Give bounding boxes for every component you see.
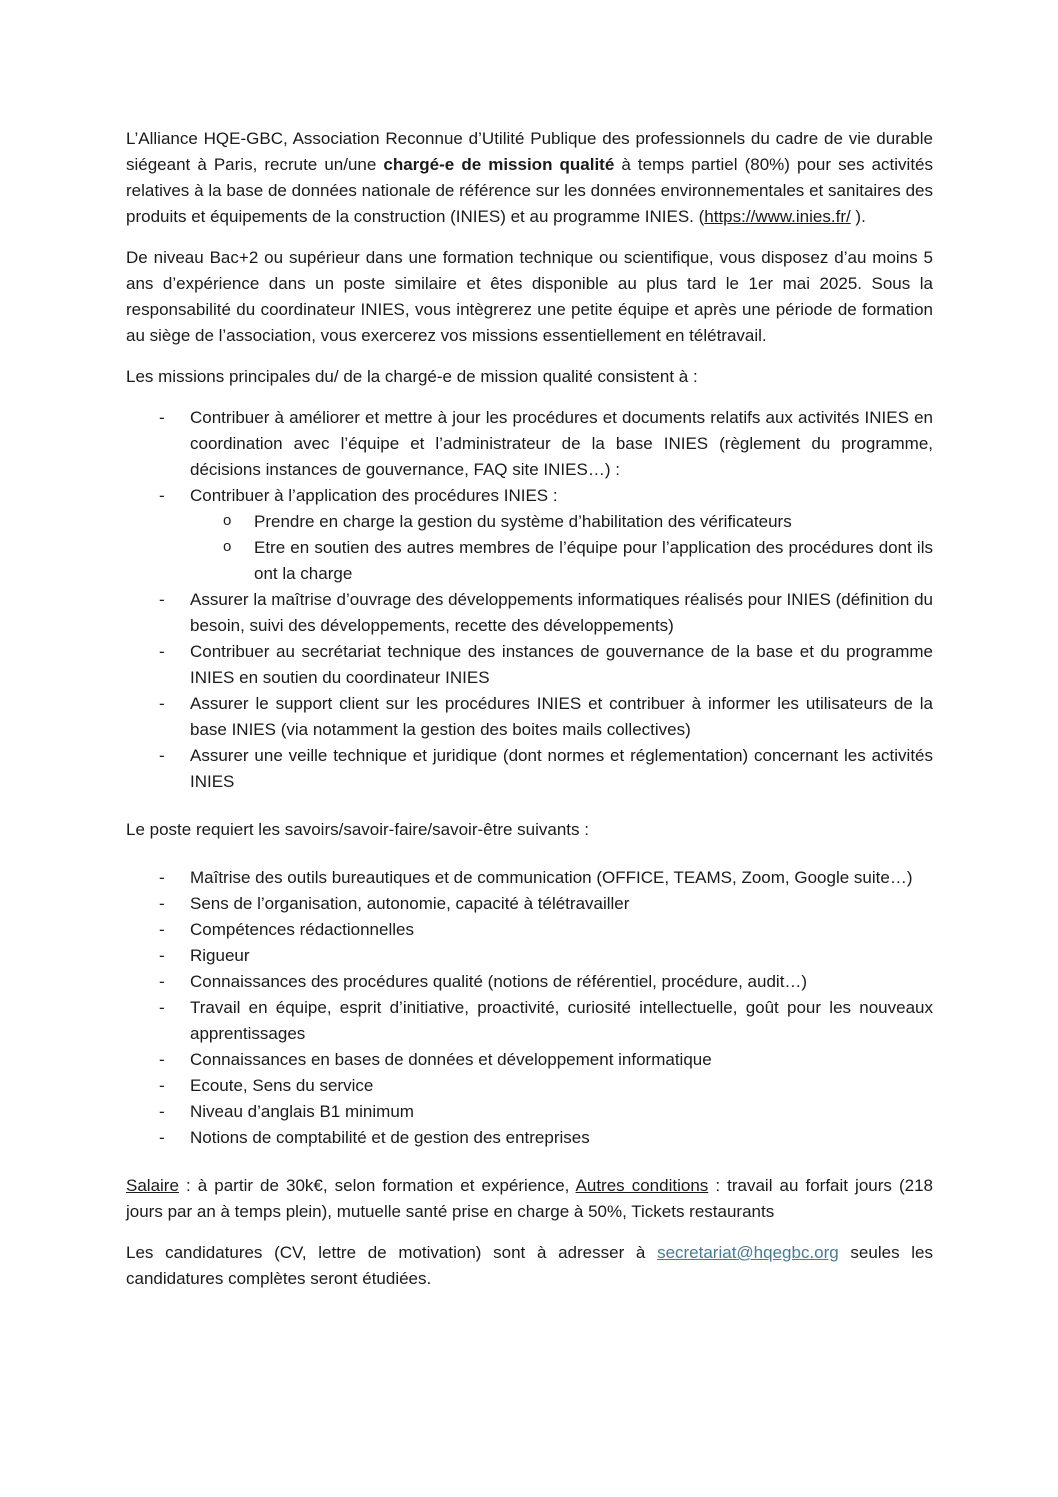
application-text-end: seules les candidatures complètes seront étudiées. <box>126 1243 933 1288</box>
mission-item: - Assurer le support client sur les procédures INIES et contribuer à informer les utilisateurs de la base INIES (via notamment la gestion des boites mails collectives) <box>126 691 933 743</box>
intro-text-cont: à temps partiel (80%) pour ses activités relatives à la base de données nationale de référence sur les données environnementales et sanitaires des produits et équipements de la construction (INIES) et au programme INIES. ( <box>126 155 933 226</box>
skills-intro: Le poste requiert les savoirs/savoir-faire/savoir-être suivants : <box>126 820 589 839</box>
skill-item: - Notions de comptabilité et de gestion des entreprises <box>126 1125 933 1151</box>
skill-item: - Connaissances en bases de données et développement informatique <box>126 1047 933 1073</box>
salary-paragraph <box>126 1173 933 1225</box>
missions-intro: Les missions principales du/ de la chargé-e de mission qualité consistent à : <box>126 367 698 386</box>
mission-item-label: Contribuer à l’application des procédures INIES : <box>190 486 558 505</box>
skill-item: - Rigueur <box>126 943 933 969</box>
application-text: Les candidatures (CV, lettre de motivation) sont à adresser à <box>126 1243 658 1262</box>
missions-list <box>126 405 933 795</box>
mission-item: - Contribuer à améliorer et mettre à jour les procédures et documents relatifs aux activités INIES en coordination avec l’équipe et l’administrateur de la base INIES (règlement du programme, décisions instances de gouvernance, FAQ site INIES…) : <box>126 405 933 483</box>
skill-item: - Compétences rédactionnelles <box>126 917 933 943</box>
mission-subitem: o Etre en soutien des autres membres de l’équipe pour l’application des procédures dont ils ont la charge <box>190 535 933 587</box>
salary-label: Salaire <box>126 1176 179 1195</box>
application-paragraph <box>126 1240 933 1292</box>
salary-text: : à partir de 30k€, selon formation et expérience, <box>178 1176 576 1195</box>
skill-item: - Ecoute, Sens du service <box>126 1073 933 1099</box>
skill-item: - Maîtrise des outils bureautiques et de communication (OFFICE, TEAMS, Zoom, Google suite…) <box>126 865 933 891</box>
skill-item: - Connaissances des procédures qualité (notions de référentiel, procédure, audit…) <box>126 969 933 995</box>
mission-item: - Assurer une veille technique et juridique (dont normes et réglementation) concernant les activités INIES <box>126 743 933 795</box>
intro-text-end: ). <box>850 207 866 226</box>
job-title: chargé-e de mission qualité <box>383 155 615 174</box>
profile-paragraph: De niveau Bac+2 ou supérieur dans une formation technique ou scientifique, vous disposez d’au moins 5 ans d’expérience dans un poste similaire et êtes disponible au plus tard le 1er mai 2025. Sous la responsabilité du coordinateur INIES, vous intègrerez une petite équipe et après une période de formation au siège de l’association, vous exercerez vos missions essentiellement en télétravail. <box>126 248 933 345</box>
inies-link[interactable]: https://www.inies.fr/ <box>704 207 851 226</box>
skill-item: - Niveau d’anglais B1 minimum <box>126 1099 933 1125</box>
mission-item: - Assurer la maîtrise d’ouvrage des développements informatiques réalisés pour INIES (définition du besoin, suivi des développements, recette des développements) <box>126 587 933 639</box>
email-link[interactable]: secretariat@hqegbc.org <box>657 1243 839 1262</box>
mission-subitem: o Prendre en charge la gestion du système d’habilitation des vérificateurs <box>190 509 933 535</box>
mission-item <box>126 483 933 587</box>
mission-sublist <box>190 509 933 587</box>
conditions-text: : travail au forfait jours (218 jours par an à temps plein), mutuelle santé prise en charge à 50%, Tickets restaurants <box>126 1176 933 1221</box>
skill-item: - Travail en équipe, esprit d’initiative, proactivité, curiosité intellectuelle, goût pour les nouveaux apprentissages <box>126 995 933 1047</box>
mission-item: - Contribuer au secrétariat technique des instances de gouvernance de la base et du programme INIES en soutien du coordinateur INIES <box>126 639 933 691</box>
intro-text: L’Alliance HQE-GBC, Association Reconnue d’Utilité Publique des professionnels du cadre de vie durable siégeant à Paris, recrute un/une <box>126 129 933 174</box>
skill-item: - Sens de l’organisation, autonomie, capacité à télétravailler <box>126 891 933 917</box>
conditions-label: Autres conditions <box>575 1176 709 1195</box>
intro-paragraph <box>126 126 933 230</box>
document-page <box>126 126 933 1307</box>
skills-list <box>126 865 933 1151</box>
